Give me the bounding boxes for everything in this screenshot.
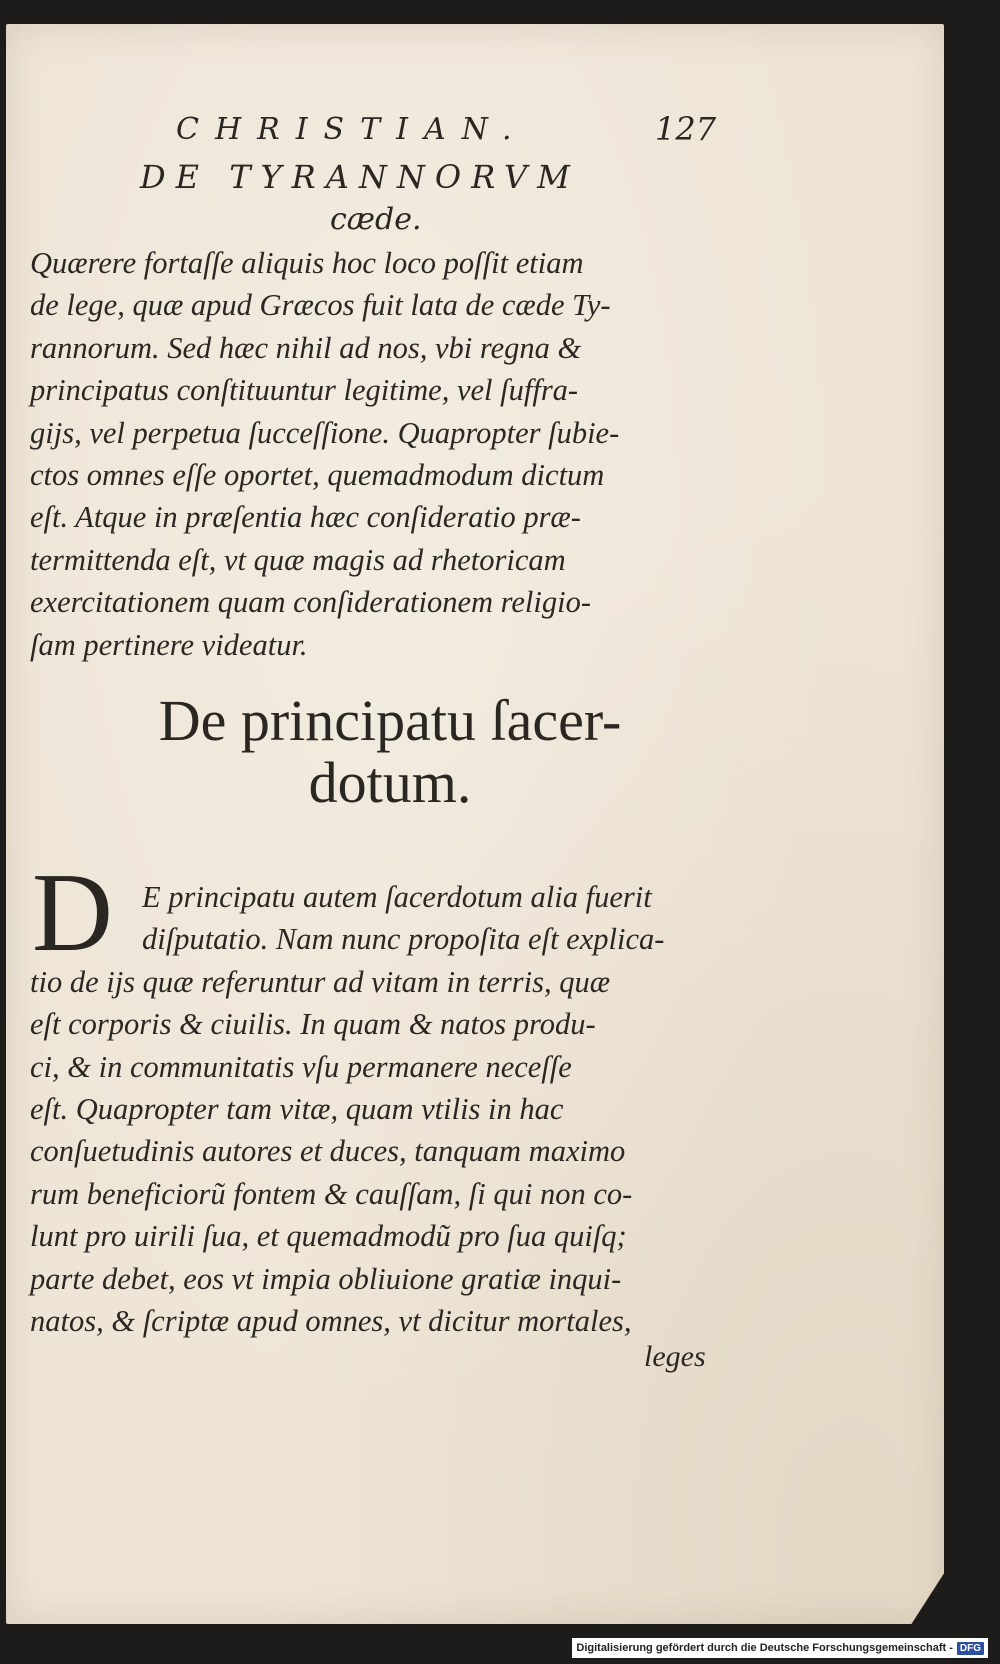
text-line: ſam pertinere videatur.	[30, 627, 308, 662]
text-line: conſuetudinis autores et duces, tanquam maximo	[30, 1134, 626, 1169]
text-line: rannorum. Sed hæc nihil ad nos, vbi regna &	[30, 330, 582, 365]
heading-line: dotum.	[308, 750, 472, 815]
text-line: parte debet, eos vt impia obliuione gratiæ inqui-	[30, 1261, 622, 1296]
text-line: Quærere fortaſſe aliquis hoc loco poſſit etiam	[30, 246, 584, 280]
text-line: exercitationem quam conſiderationem religio-	[30, 585, 592, 620]
text-line: principatus conſtituuntur legitime, vel ſuffra-	[30, 373, 579, 408]
catchword: leges	[644, 1340, 706, 1373]
text-line: ci, & in communitatis vſu permanere neceſſe	[30, 1049, 572, 1084]
text-line: rum beneficiorũ fontem & cauſſam, ſi qui non co-	[30, 1176, 633, 1211]
text-line: lunt pro uirili ſua, et quemadmodũ pro ſua quiſq;	[30, 1219, 627, 1254]
text-line: diſputatio. Nam nunc propoſita eſt explica-	[142, 922, 665, 957]
torn-corner	[896, 1564, 950, 1648]
footer-text: Digitalisierung gefördert durch die Deutsche Forschungsgemeinschaft -	[576, 1642, 953, 1654]
text-line: tio de ijs quæ referuntur ad vitam in terris, quæ	[30, 964, 611, 999]
text-line: de lege, quæ apud Græcos fuit lata de cæde Ty-	[30, 288, 611, 323]
digitization-footer	[572, 1638, 988, 1658]
text-line: termittenda eſt, vt quæ magis ad rhetoricam	[30, 542, 566, 577]
text-line: natos, & ſcriptæ apud omnes, vt dicitur mortales,	[30, 1304, 632, 1339]
dfg-logo-icon: DFG	[957, 1642, 984, 1655]
text-line: E principatu autem ſacerdotum alia fuerit	[142, 880, 652, 914]
heading-line: De principatu ſacer-	[158, 688, 622, 753]
text-line: gijs, vel perpetua ſucceſſione. Quapropter ſubie-	[30, 415, 620, 450]
text-line: eſt corporis & ciuilis. In quam & natos produ-	[30, 1007, 596, 1042]
drop-cap: D	[32, 851, 113, 975]
section-title: DE TYRANNORVM	[140, 158, 580, 196]
page-number: 127	[655, 110, 717, 148]
paragraph-1	[30, 242, 700, 666]
text-line: ctos omnes eſſe oportet, quemadmodum dictum	[30, 458, 605, 493]
running-head: CHRISTIAN.	[176, 112, 528, 147]
section-title-continued: cæde.	[330, 202, 422, 237]
text-line: eſt. Quapropter tam vitæ, quam vtilis in hac	[30, 1092, 564, 1127]
text-line: eſt. Atque in præſentia hæc conſideratio præ-	[30, 500, 581, 535]
chapter-heading	[110, 690, 670, 814]
paragraph-2	[30, 876, 700, 1342]
